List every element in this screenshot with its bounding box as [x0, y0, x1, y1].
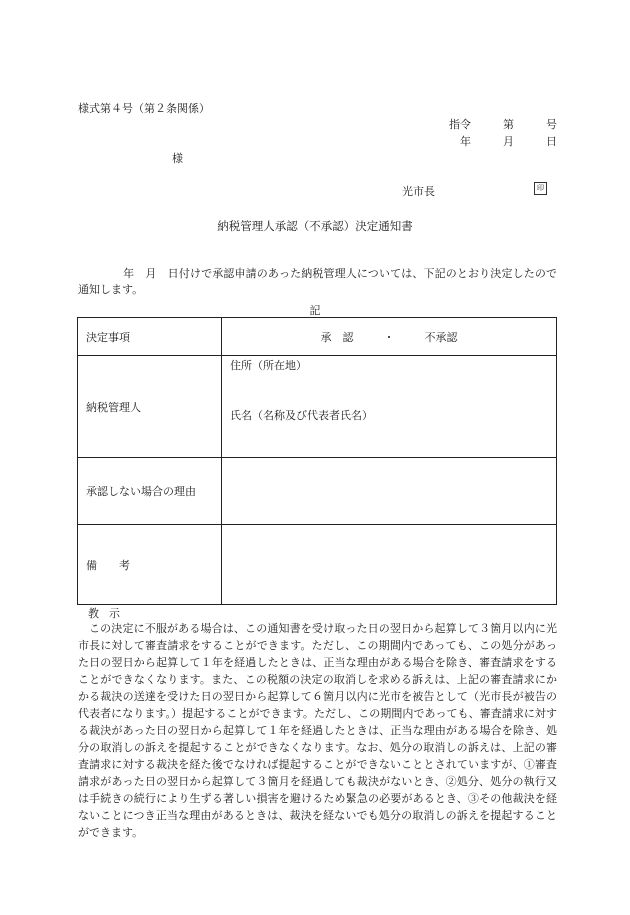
table-row-decision [78, 318, 557, 356]
ki-marker: 記 [309, 304, 321, 317]
table-row-manager [78, 356, 557, 458]
approve-option: 承 認 [320, 330, 354, 344]
notice-body: この決定に不服がある場合は、この通知書を受け取った日の翌日から起算して３箇月以内に光市長に対して審査請求をすることができます。ただし、この期間内であっても、この処分があった日の翌日から起算して１年を経過したときは、正当な理由がある場合を除き、審査請求をすることができなくなります。また、この税額の決定の取消しを求める訴えは、上記の審査請求にかかる裁決の送達を受けた日の翌日から起算して６箇月以内に光市を被告として（光市長が被告の代表者になります。）提起することができます。ただし、この期間内であっても、審査請求に対する裁決があった日の翌日から起算して１年を経過したときは、正当な理由がある場合を除き、処分の取消しの訴えを提起することができなくなります。なお、処分の取消しの訴えは、上記の審査請求に対する裁決を経た後でなければ提起することができないこととされていますが、①審査請求があった日の翌日から起算して３箇月を経過しても裁決がないとき、②処分、処分の執行又は手続きの続行により生ずる著しい損害を避けるため緊急の必要があるとき、③その他裁決を経ないことにつき正当な理由があるときは、裁決を経ないでも処分の取消しの訴えを提起することができます。 [78, 622, 557, 839]
manager-cell [222, 356, 557, 458]
decision-options [222, 318, 557, 356]
form-label: 様式第４号（第２条関係） [78, 102, 210, 115]
table-row-reason [78, 458, 557, 525]
document-title: 納税管理人承認（不承認）決定通知書 [217, 219, 413, 233]
date-month: 月 [503, 135, 514, 148]
decision-label: 決定事項 [78, 318, 222, 356]
intro-text: 年 月 日付けで承認申請のあった納税管理人については、下記のとおり決定したので通知します。 [78, 267, 557, 296]
remarks-label: 備 考 [78, 525, 222, 605]
ref-go: 号 [546, 118, 557, 131]
table-row-remarks [78, 525, 557, 605]
issuer-name: 光市長 [402, 185, 435, 198]
manager-label: 納税管理人 [78, 356, 222, 458]
intro-paragraph [78, 266, 557, 298]
date-day: 日 [546, 135, 557, 148]
name-field-label: 氏名（名称及び代表者氏名） [230, 409, 373, 422]
remarks-cell [222, 525, 557, 605]
reason-label: 承認しない場合の理由 [78, 458, 222, 525]
issue-date-line [460, 133, 557, 149]
separator-dot: ・ [383, 330, 395, 344]
reference-number-line [449, 116, 557, 132]
decision-table [77, 317, 557, 605]
date-year: 年 [460, 135, 471, 148]
ref-dai: 第 [503, 118, 514, 131]
address-field-label: 住所（所在地） [230, 359, 307, 372]
reject-option: 不承認 [424, 330, 458, 344]
notice-heading: 教示 [88, 607, 130, 620]
seal-mark: 印 [534, 182, 547, 195]
reason-cell [222, 458, 557, 525]
addressee-suffix: 様 [172, 152, 183, 165]
ref-prefix: 指令 [449, 118, 471, 131]
